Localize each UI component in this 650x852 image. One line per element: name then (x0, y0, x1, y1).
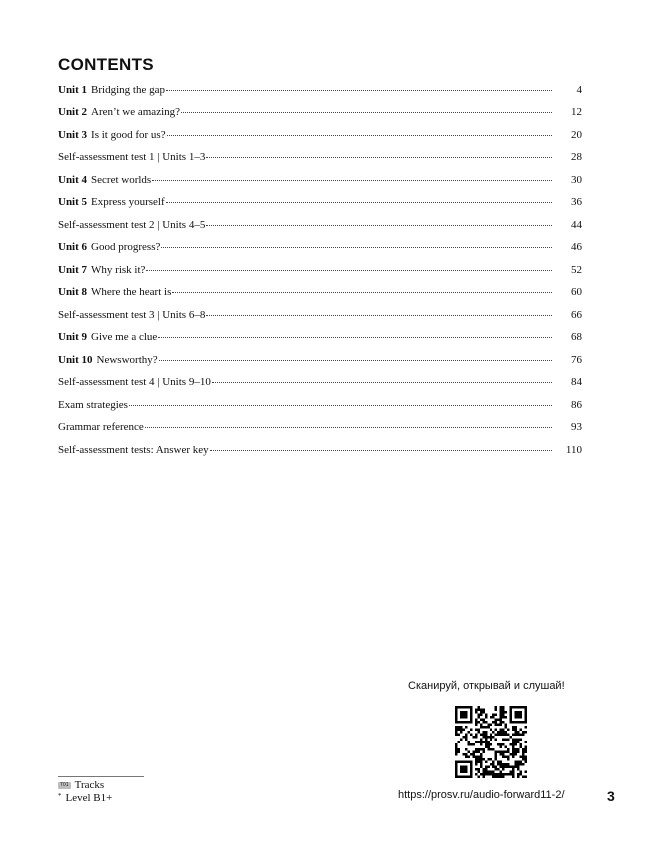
toc-title: Self-assessment test 4 | Units 9–10 (58, 376, 211, 389)
toc-title: Secret worlds (91, 173, 152, 186)
toc-title: Newsworthy? (96, 353, 158, 366)
dot-leader (166, 201, 552, 203)
toc-page-number: 86 (571, 398, 582, 411)
toc-row[interactable] (58, 174, 582, 196)
toc-row[interactable] (58, 354, 582, 376)
toc-title: Self-assessment test 2 | Units 4–5 (58, 218, 206, 231)
dot-leader (210, 449, 552, 451)
toc-entry (58, 354, 158, 366)
toc-page-number: 46 (571, 241, 582, 254)
toc-page-number: 60 (571, 286, 582, 299)
toc-row[interactable] (58, 444, 582, 466)
toc-page-number: 93 (571, 421, 582, 434)
toc-title: Aren’t we amazing? (91, 106, 181, 119)
toc-title: Give me a clue (91, 331, 158, 344)
toc-entry (58, 264, 145, 276)
dot-leader (206, 314, 552, 316)
dot-leader (158, 336, 552, 338)
track-icon (58, 782, 71, 789)
toc-page-number: 36 (571, 196, 582, 209)
toc-page-number: 20 (571, 128, 582, 141)
toc-title: Good progress? (91, 241, 161, 254)
toc-page-number: 110 (565, 443, 582, 456)
toc-title: Is it good for us? (91, 128, 166, 141)
toc-page-number: 44 (571, 218, 582, 231)
legend-tracks (58, 779, 112, 792)
toc-unit-label: Unit 10 (58, 353, 93, 366)
toc-entry (58, 399, 128, 411)
toc-row[interactable] (58, 196, 582, 218)
toc-unit-label: Unit 3 (58, 128, 88, 141)
toc-unit-label: Unit 6 (58, 241, 88, 254)
toc-entry (58, 376, 211, 388)
toc-row[interactable] (58, 241, 582, 263)
toc-entry (58, 106, 180, 118)
toc-page-number: 4 (576, 84, 582, 96)
dot-leader (145, 426, 552, 428)
toc-entry (58, 84, 165, 96)
toc-entry (58, 129, 166, 141)
track-badge-text: T01 (60, 782, 69, 788)
toc-title: Why risk it? (91, 263, 146, 276)
toc-row[interactable] (58, 421, 582, 443)
toc-unit-label: Unit 2 (58, 106, 88, 119)
toc-title: Self-assessment tests: Answer key (58, 443, 209, 456)
toc-entry (58, 444, 209, 456)
toc-title: Where the heart is (91, 286, 172, 299)
qr-code-icon[interactable] (455, 706, 527, 778)
dot-leader (152, 179, 552, 181)
toc-page-number: 52 (571, 263, 582, 276)
toc-entry (58, 286, 171, 298)
toc-row[interactable] (58, 286, 582, 308)
toc-row[interactable] (58, 129, 582, 151)
star-icon: * (58, 792, 62, 800)
toc-unit-label: Unit 5 (58, 196, 88, 209)
legend-divider (58, 776, 144, 777)
toc-entry (58, 331, 157, 343)
contents-heading: CONTENTS (58, 55, 154, 74)
toc-entry (58, 174, 151, 186)
toc-title: Express yourself (91, 196, 165, 209)
toc-entry (58, 309, 205, 321)
dot-leader (206, 156, 552, 158)
dot-leader (166, 89, 552, 91)
tracks-label: Tracks (74, 779, 105, 791)
toc-row[interactable] (58, 219, 582, 241)
toc-page-number: 76 (571, 353, 582, 366)
toc-row[interactable] (58, 264, 582, 286)
toc-entry (58, 241, 160, 253)
level-label: Level B1+ (65, 792, 113, 804)
toc-title: Grammar reference (58, 421, 144, 434)
toc-page-number: 28 (571, 151, 582, 164)
dot-leader (146, 269, 552, 271)
dot-leader (161, 246, 552, 248)
toc-unit-label: Unit 4 (58, 173, 88, 186)
toc-entry (58, 151, 205, 163)
toc-unit-label: Unit 8 (58, 286, 88, 299)
dot-leader (159, 359, 552, 361)
dot-leader (212, 381, 552, 383)
toc-entry (58, 196, 165, 208)
toc-row[interactable] (58, 331, 582, 353)
audio-url-link[interactable]: https://prosv.ru/audio-forward11-2/ (398, 789, 565, 801)
toc-row[interactable] (58, 309, 582, 331)
dot-leader (206, 224, 552, 226)
table-of-contents (58, 84, 582, 466)
dot-leader (181, 111, 552, 113)
legend-level (58, 792, 112, 805)
toc-page-number: 68 (571, 331, 582, 344)
toc-entry (58, 421, 144, 433)
toc-row[interactable] (58, 106, 582, 128)
dot-leader (167, 134, 552, 136)
toc-row[interactable] (58, 151, 582, 173)
toc-title: Self-assessment test 1 | Units 1–3 (58, 151, 206, 164)
toc-unit-label: Unit 1 (58, 84, 88, 96)
toc-page-number: 12 (571, 106, 582, 119)
toc-page-number: 30 (571, 173, 582, 186)
toc-title: Exam strategies (58, 398, 128, 411)
toc-title: Bridging the gap (91, 84, 165, 96)
toc-unit-label: Unit 9 (58, 331, 88, 344)
toc-page-number: 84 (571, 376, 582, 389)
scan-caption: Сканируй, открывай и слушай! (408, 680, 565, 692)
toc-page-number: 66 (571, 308, 582, 321)
toc-row[interactable] (58, 399, 582, 421)
page-number: 3 (607, 788, 615, 804)
toc-unit-label: Unit 7 (58, 263, 88, 276)
toc-entry (58, 219, 205, 231)
legend (58, 779, 112, 805)
toc-row[interactable] (58, 84, 582, 106)
dot-leader (129, 404, 552, 406)
dot-leader (172, 291, 552, 293)
toc-row[interactable] (58, 376, 582, 398)
toc-title: Self-assessment test 3 | Units 6–8 (58, 308, 206, 321)
